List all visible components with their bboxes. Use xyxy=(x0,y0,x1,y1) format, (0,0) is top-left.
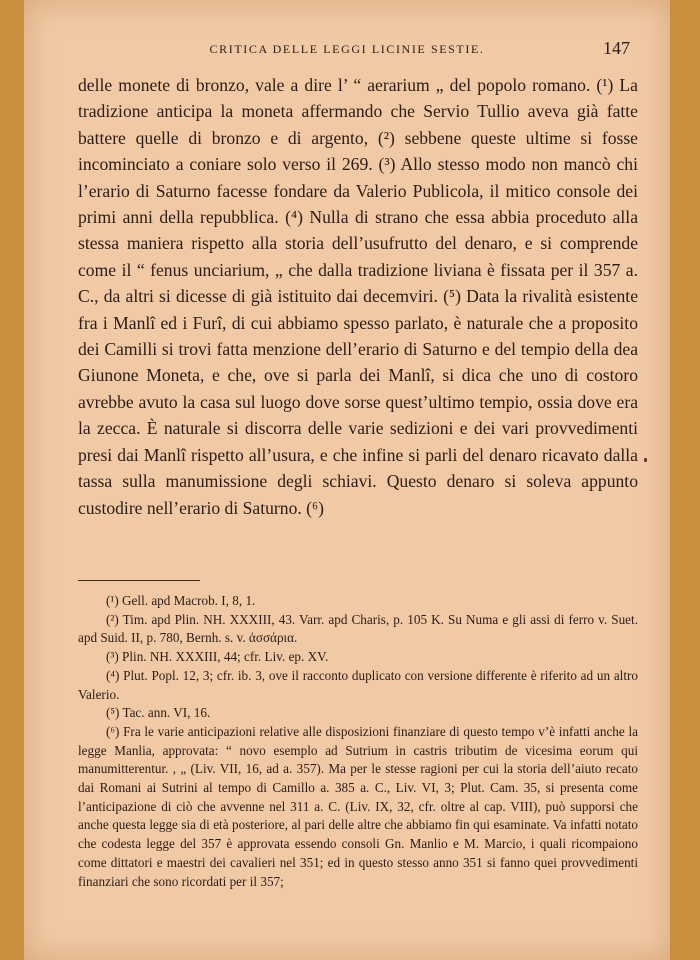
body-paragraph: delle monete di bronzo, vale a dire l’ “ aerarium „ del popolo romano. (¹) La tradizione anticipa la moneta affermando che Servio Tullio aveva già fatte battere quelle di bronzo e di argento, (²) sebbene queste ultime si fosse incominciato a coniare solo verso il 269. (³) Allo stesso modo non mancò chi l’erario di Saturno facesse fondare da Valerio Publicola, il mitico console dei primi anni della repubblica. (⁴) Nulla di strano che essa abbia proceduto alla stessa maniera rispetto alla storia dell’usufrutto del denaro, e si comprende come il “ fenus unciarium, „ che dalla tradizione liviana è fissata per il 357 a. C., da altri si dicesse di già istituito dai decemviri. (⁵) Data la rivalità esistente fra i Manlî ed i Furî, di cui abbiamo spesso parlato, è naturale che a proposito dei Camilli si trovi fatta menzione dell’erario di Saturno e del tempio della dea Giunone Moneta, e che, ove si parla dei Manlî, si dica che uno di costoro avrebbe avuto la casa sul luogo dove sorse quest’ultimo tempio, ossia dove era la zecca. È naturale si discorra delle varie sedizioni e dei vari provvedimenti presi dai Manlî rispetto all’usura, e che infine si parli del denaro ricavato dalla tassa sulla manumissione degli schiavi. Questo denaro si soleva appunto custodire nell’erario di Saturno. (⁶) xyxy=(78,75,638,518)
print-speck xyxy=(644,458,647,462)
footnote-3: (³) Plin. NH. XXXIII, 44; cfr. Liv. ep. XV. xyxy=(106,649,329,665)
book-page xyxy=(24,0,670,960)
footnote-5: (⁵) Tac. ann. VI, 16. xyxy=(106,705,211,721)
footnote-6: (⁶) Fra le varie anticipazioni relative alle disposizioni finanziare di questo tempo v’è infatti anche la legge Manlia, approvata: “ novo esemplo ad Sutrium in castris tributim de vicesima eorum qui manumitterentur. , „ (Liv. VII, 16, ad a. 357). Ma per le stesse ragioni per cui la storia dell’aiuto recato dai Romani ai Sutrini al tempo di Camillo a. 385 a. C., Liv. VI, 3; Plut. Cam. 35, si presenta come l’anticipazione di ciò che avvenne nel 311 a. C. (Liv. IX, 32, cfr. oltre al cap. VIII), può supporsi che anche questa legge sia di età posteriore, al pari delle altre che abbiamo fin qui esaminate. Va infatti notato che codesta legge del 357 è approvata essendo consoli Gn. Manlio e M. Marcio, i quali ricompaiono come dittatori e maestri dei cavalieri nel 351; ed in questo stesso anno 351 si fanno quei provvedimenti finanziari che sono ricordati per il 357; xyxy=(78,723,638,889)
main-text xyxy=(78,72,638,521)
page-header xyxy=(24,38,670,62)
footnote-1: (¹) Gell. apd Macrob. I, 8, 1. xyxy=(106,593,256,608)
running-title: CRITICA DELLE LEGGI LICINIE SESTIE. xyxy=(209,42,485,56)
page-number: 147 xyxy=(603,38,630,58)
footnote-2: (²) Tim. apd Plin. NH. XXXIII, 43. Varr. apd Charis, p. 105 K. Su Numa e gli assi di ferro v. Suet. apd Suid. II, p. 780, Bernh. s. v. ἀσσάρια. xyxy=(78,611,638,646)
footnote-4: (⁴) Plut. Popl. 12, 3; cfr. ib. 3, ove il racconto duplicato con versione differente è riferito ad un altro Valerio. xyxy=(78,667,638,702)
footnotes xyxy=(78,592,638,891)
footnote-separator xyxy=(78,580,200,581)
